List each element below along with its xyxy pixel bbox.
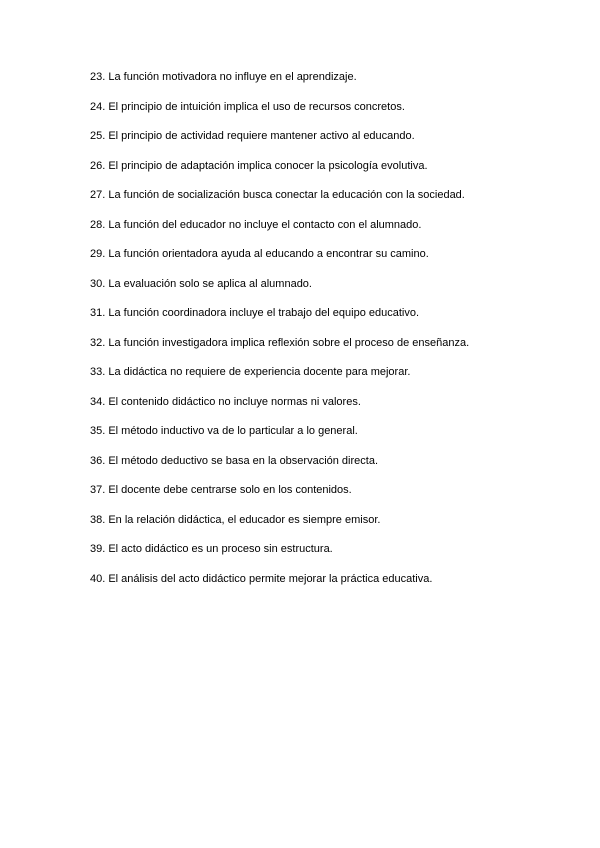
question-item-35: 35. El método inductivo va de lo particular a lo general. bbox=[90, 425, 358, 437]
question-item-32: 32. La función investigadora implica reflexión sobre el proceso de enseñanza. bbox=[90, 336, 470, 349]
question-item-38: 38. En la relación didáctica, el educador es siempre emisor. bbox=[90, 513, 381, 526]
question-item-39: 39. El acto didáctico es un proceso sin estructura. bbox=[90, 543, 333, 555]
question-item-25: 25. El principio de actividad requiere mantener activo al educando. bbox=[90, 130, 415, 142]
question-item-24: 24. El principio de intuición implica el uso de recursos concretos. bbox=[90, 100, 405, 113]
question-item-36: 36. El método deductivo se basa en la observación directa. bbox=[90, 454, 379, 467]
question-item-27: 27. La función de socialización busca conectar la educación con la sociedad. bbox=[90, 189, 465, 201]
question-item-30: 30. La evaluación solo se aplica al alumnado. bbox=[90, 277, 312, 290]
question-list bbox=[90, 69, 570, 600]
question-item-29: 29. La función orientadora ayuda al educando a encontrar su camino. bbox=[90, 248, 429, 260]
question-item-23: 23. La función motivadora no influye en el aprendizaje. bbox=[90, 71, 357, 83]
question-item-40: 40. El análisis del acto didáctico permite mejorar la práctica educativa. bbox=[90, 572, 433, 585]
question-item-37: 37. El docente debe centrarse solo en los contenidos. bbox=[90, 484, 352, 496]
question-item-33: 33. La didáctica no requiere de experiencia docente para mejorar. bbox=[90, 366, 411, 378]
question-item-31: 31. La función coordinadora incluye el trabajo del equipo educativo. bbox=[90, 307, 420, 319]
question-item-34: 34. El contenido didáctico no incluye normas ni valores. bbox=[90, 395, 361, 408]
question-item-28: 28. La función del educador no incluye el contacto con el alumnado. bbox=[90, 218, 422, 231]
question-item-26: 26. El principio de adaptación implica conocer la psicología evolutiva. bbox=[90, 159, 428, 172]
